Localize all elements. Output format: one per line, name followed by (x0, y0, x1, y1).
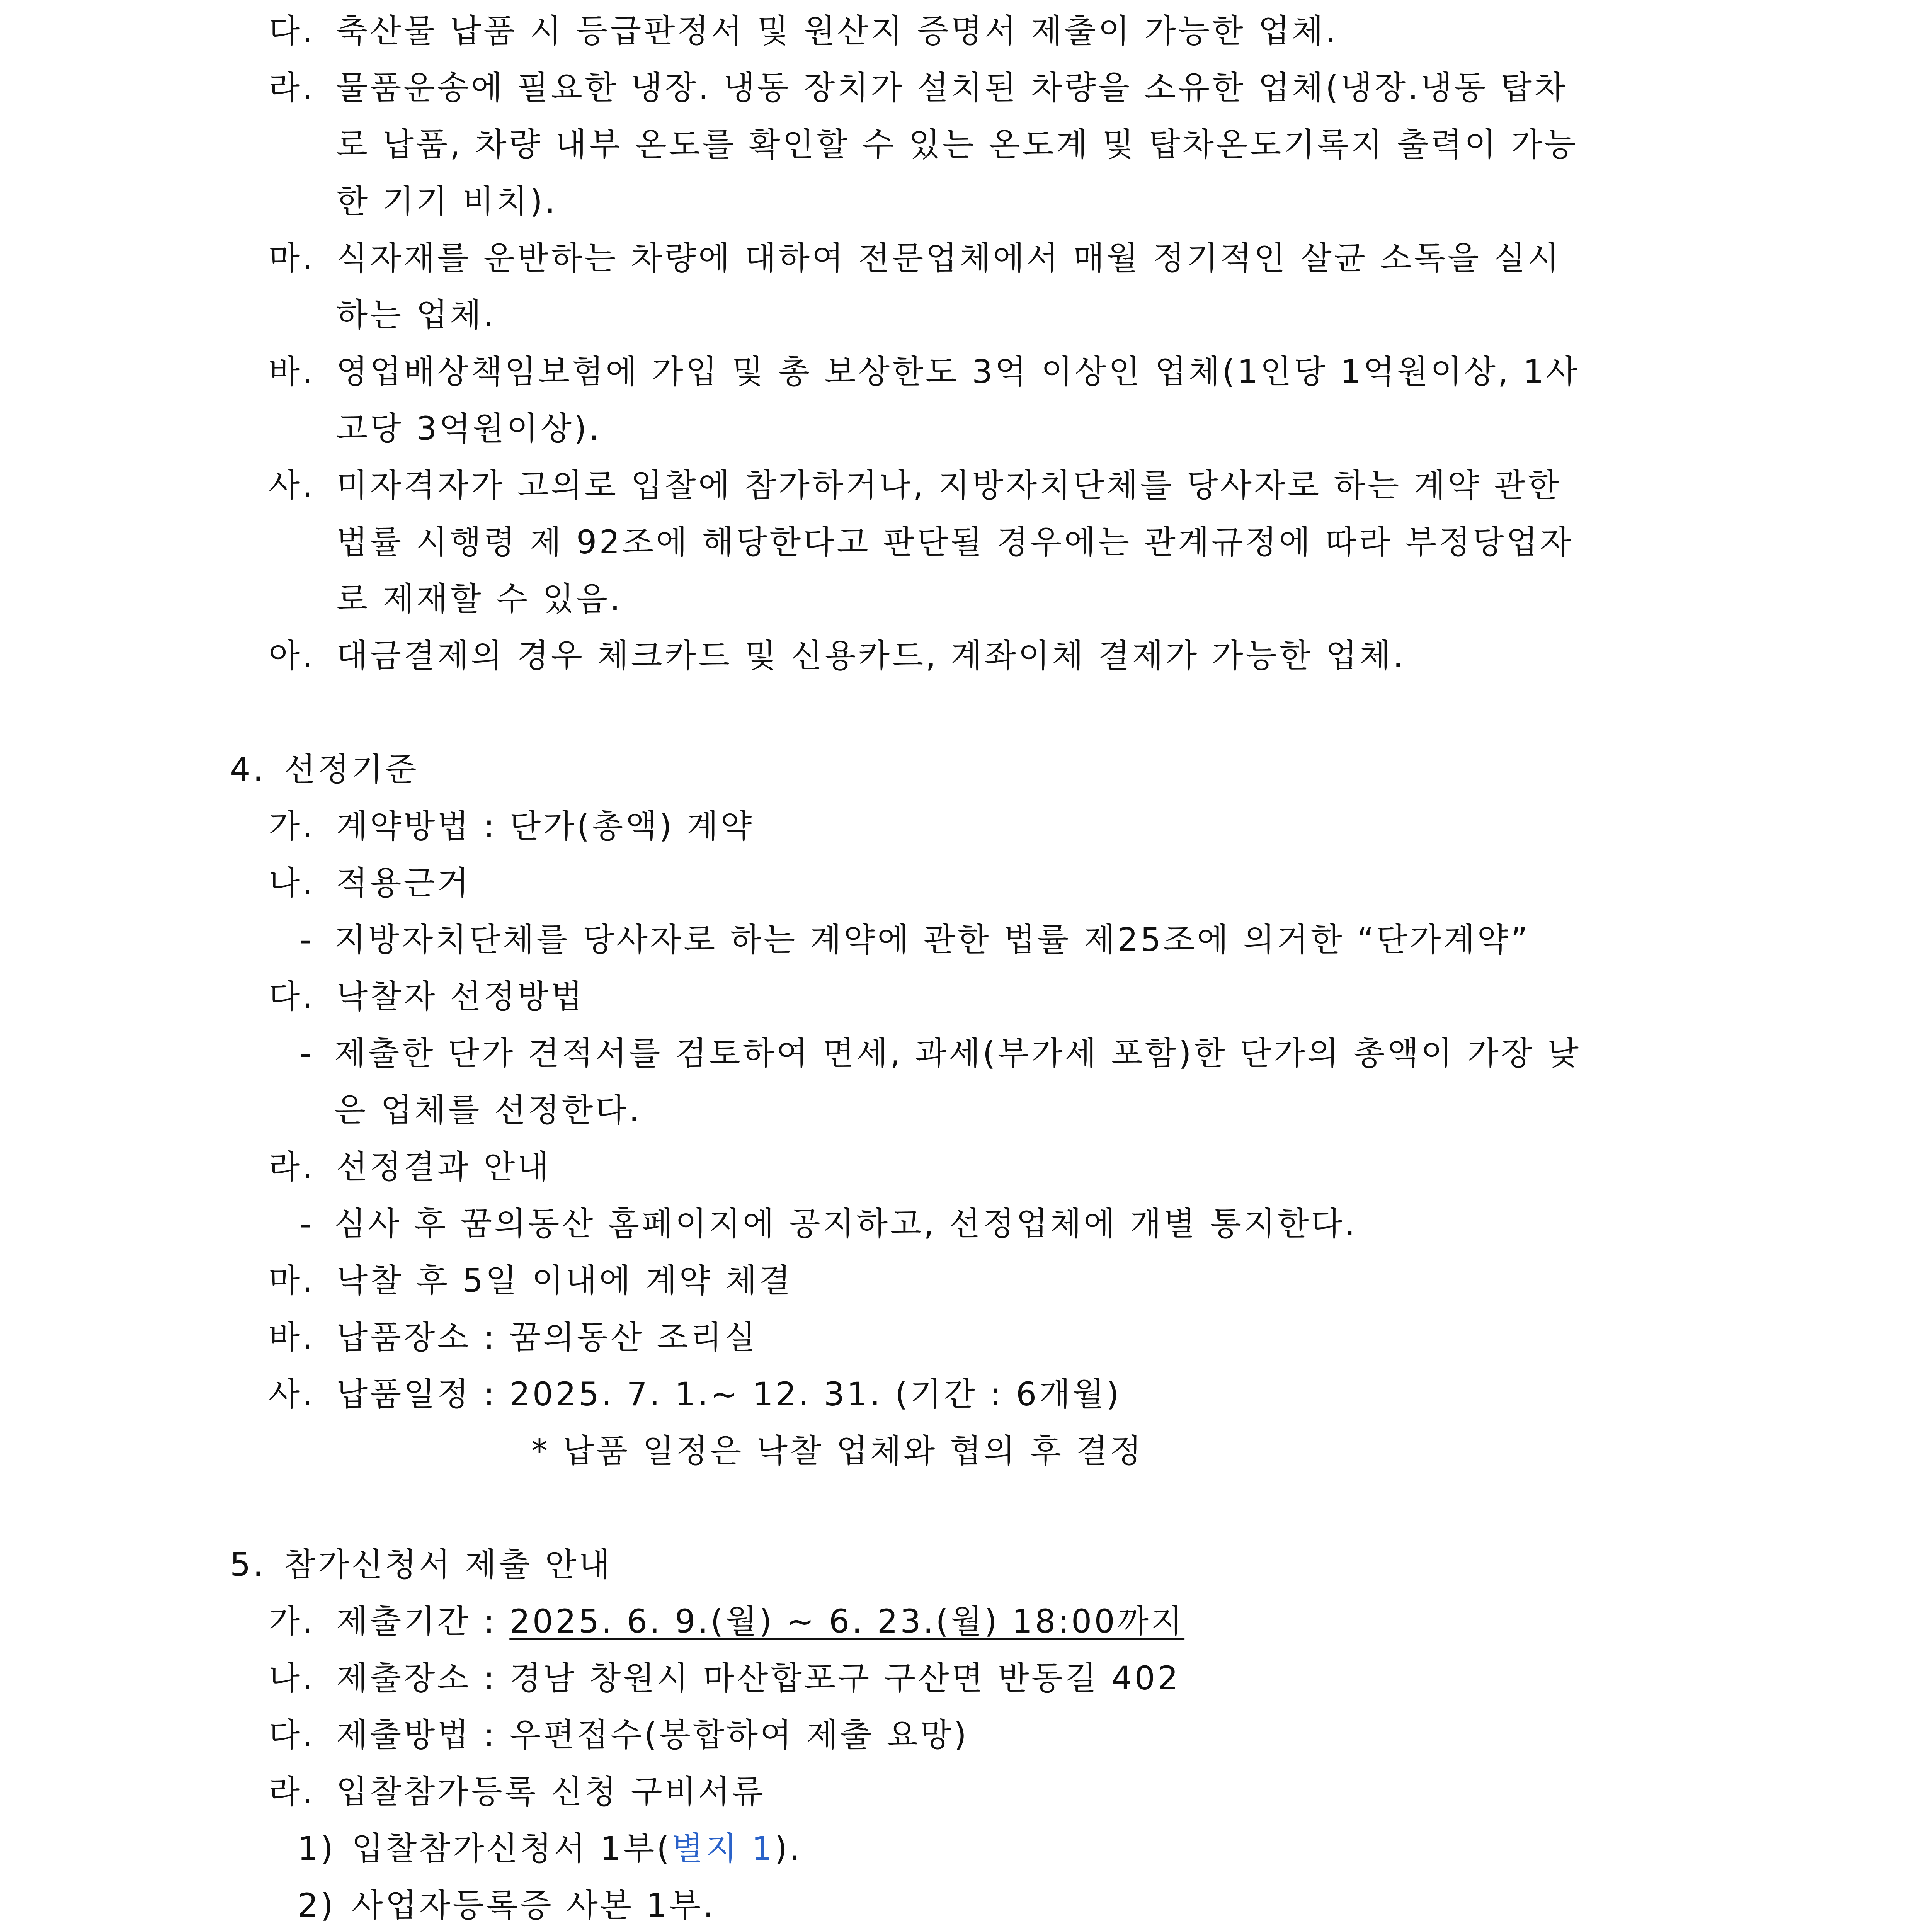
item-text: 납품장소 : 꿈의동산 조리실 (336, 1318, 758, 1356)
bullet-dash: - (299, 1205, 314, 1243)
item-marker: 다. (269, 1716, 315, 1754)
item-text-continued: 한 기기 비치). (336, 182, 558, 220)
deadline-label: 제출기간 : (336, 1602, 510, 1640)
item-text: 물품운송에 필요한 냉장. 냉동 장치가 설치된 차량을 소유한 업체(냉장.냉동 탑차 (336, 69, 1568, 107)
bullet-text-continued: 은 업체를 선정한다. (334, 1091, 642, 1129)
item-text: 선정결과 안내 (336, 1148, 551, 1186)
item-text: 낙찰 후 5일 이내에 계약 체결 (336, 1262, 793, 1299)
annex-link[interactable]: 별지 1 (672, 1830, 775, 1867)
item-text-continued: 법률 시행령 제 92조에 해당한다고 판단될 경우에는 관계규정에 따라 부정당업자 (336, 523, 1574, 561)
doc-item-prefix: 입찰참가신청서 1부( (352, 1830, 672, 1867)
item-text: 영업배상책임보험에 가입 및 총 보상한도 3억 이상인 업체(1인당 1억원이상, 1사 (336, 353, 1580, 391)
item-text: 입찰참가등록 신청 구비서류 (336, 1773, 766, 1811)
item-marker: 사. (269, 1375, 315, 1413)
section-number: 4. (230, 750, 266, 788)
note-text: * 납품 일정은 낙찰 업체와 협의 후 결정 (531, 1432, 1144, 1470)
section-number: 5. (230, 1546, 266, 1583)
item-text: 제출방법 : 우편접수(봉합하여 제출 요망) (336, 1716, 969, 1754)
numbered-marker: 1) (298, 1830, 336, 1867)
item-marker: 바. (269, 1318, 315, 1356)
item-text-continued: 로 납품, 차량 내부 온도를 확인할 수 있는 온도계 및 탑차온도기록지 출력이 가능 (336, 126, 1578, 163)
item-text: 대금결제의 경우 체크카드 및 신용카드, 계좌이체 결제가 가능한 업체. (336, 637, 1406, 675)
section-heading: 선정기준 (284, 750, 419, 788)
item-text: 식자재를 운반하는 차량에 대하여 전문업체에서 매월 정기적인 살균 소독을 실시 (336, 239, 1562, 277)
bullet-dash: - (299, 921, 314, 959)
item-marker: 다. (269, 12, 315, 50)
item-marker: 나. (269, 864, 315, 902)
item-marker: 다. (269, 978, 315, 1015)
item-text: 축산물 납품 시 등급판정서 및 원산지 증명서 제출이 가능한 업체. (336, 12, 1338, 50)
item-marker: 마. (269, 1262, 315, 1299)
item-text: 제출장소 : 경남 창원시 마산합포구 구산면 반동길 402 (336, 1659, 1181, 1697)
item-marker: 가. (269, 807, 315, 845)
item-text-continued: 고당 3억원이상). (336, 410, 602, 447)
bullet-dash: - (299, 1034, 314, 1072)
item-marker: 바. (269, 353, 315, 391)
item-text-continued: 로 제재할 수 있음. (336, 580, 623, 618)
bullet-text: 지방자치단체를 당사자로 하는 계약에 관한 법률 제25조에 의거한 “단가계약” (334, 921, 1530, 959)
item-marker: 라. (269, 1773, 315, 1811)
item-marker: 나. (269, 1659, 315, 1697)
numbered-text: 사업자등록증 사본 1부. (352, 1886, 716, 1924)
item-text (336, 1602, 1184, 1641)
deadline-underlined: 2025. 6. 9.(월) ~ 6. 23.(월) 18:00까지 (509, 1602, 1185, 1640)
item-text: 계약방법 : 단가(총액) 계약 (336, 807, 754, 845)
doc-item-suffix: ). (774, 1830, 802, 1867)
item-text: 적용근거 (336, 864, 471, 902)
numbered-text (352, 1829, 802, 1868)
item-marker: 라. (269, 1148, 315, 1186)
item-marker: 아. (269, 637, 315, 675)
item-text-continued: 하는 업체. (336, 296, 496, 334)
item-marker: 라. (269, 69, 315, 107)
bullet-text: 제출한 단가 견적서를 검토하여 면세, 과세(부가세 포함)한 단가의 총액이 가장 낮 (334, 1034, 1581, 1072)
bullet-text: 심사 후 꿈의동산 홈페이지에 공지하고, 선정업체에 개별 통지한다. (334, 1205, 1358, 1243)
section-heading: 참가신청서 제출 안내 (284, 1546, 613, 1583)
item-text: 미자격자가 고의로 입찰에 참가하거나, 지방자치단체를 당사자로 하는 계약 관한 (336, 466, 1562, 504)
numbered-marker: 2) (298, 1886, 336, 1924)
item-marker: 마. (269, 239, 315, 277)
item-marker: 사. (269, 466, 315, 504)
item-text: 낙찰자 선정방법 (336, 978, 585, 1015)
item-text: 납품일정 : 2025. 7. 1.~ 12. 31. (기간 : 6개월) (336, 1375, 1121, 1413)
item-marker: 가. (269, 1602, 315, 1640)
